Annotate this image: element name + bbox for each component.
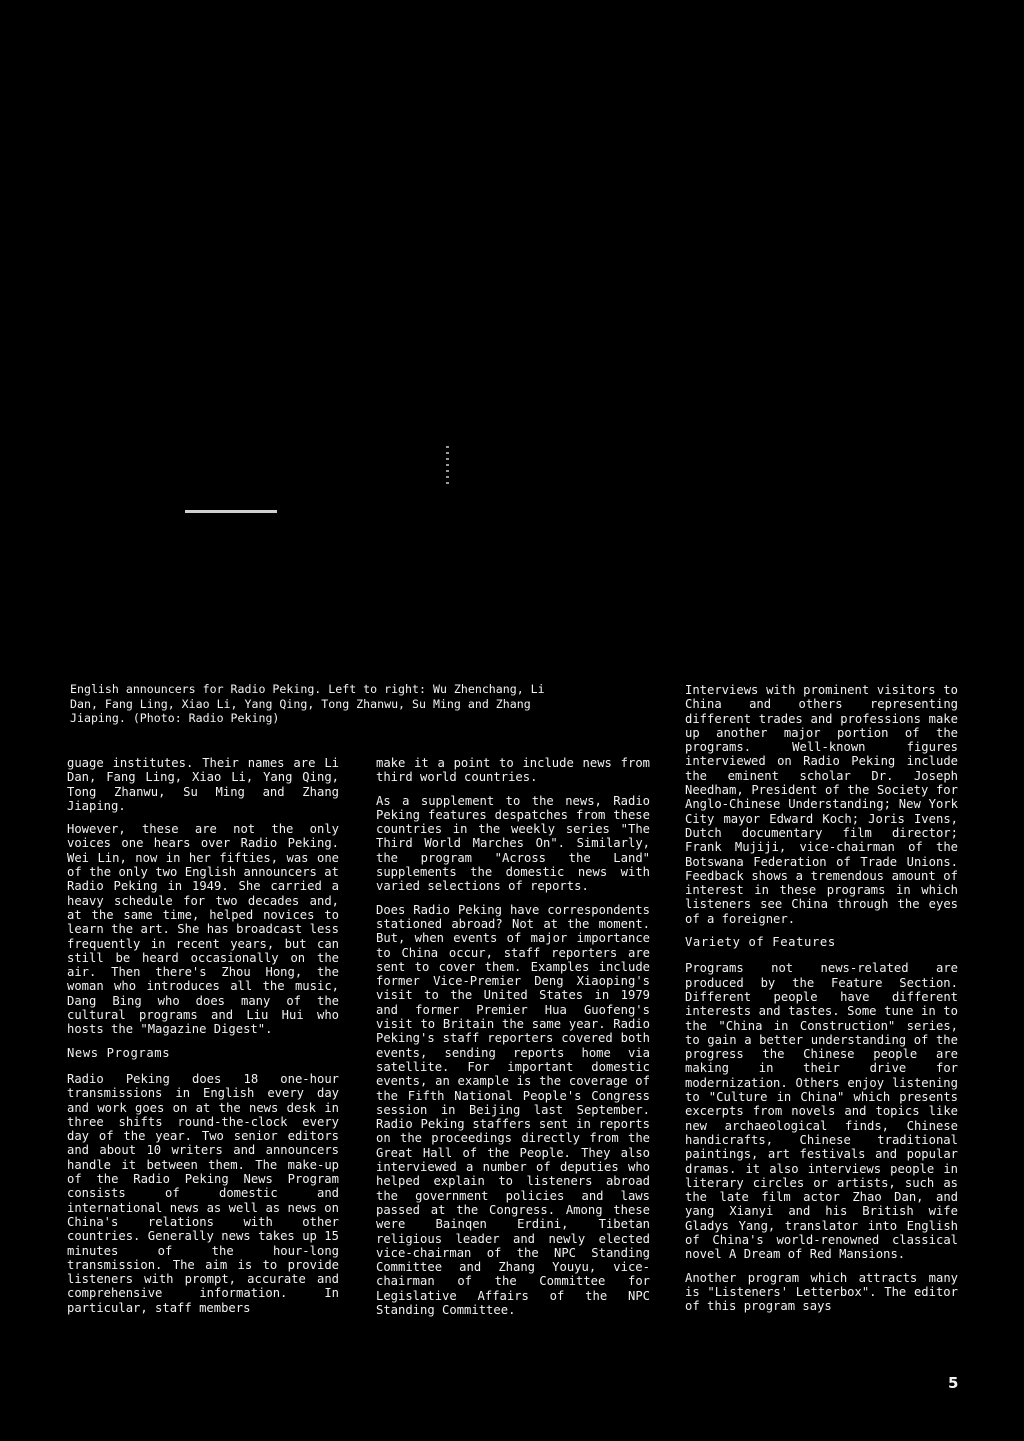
section-heading-news-programs: News Programs (67, 1045, 171, 1060)
col2-paragraph-1: make it a point to include news from third world countries. (376, 756, 650, 785)
col3-paragraph-1: Interviews with prominent visitors to China and others representing different trades and professions make up another major portion of the programs. Well-known figures interviewed on Radio Peking include the eminent scholar Dr. Joseph Needham, President of the Society for Anglo-Chinese Understanding; New York City mayor Edward Koch; Joris Ivens, Dutch documentary film director; Frank Mujiji, vice-chairman of the Botswana Federation of Trade Unions. Feedback shows a tremendous amount of interest in these programs in which listeners see China through the eyes of a foreigner. (685, 683, 958, 926)
article-column-3 (685, 683, 958, 1322)
article-column-2 (376, 756, 650, 1326)
col3-paragraph-2: Programs not news-related are produced by the Feature Section. Different people have different interests and tastes. Some tune in to the "China in Construction" series, to gain a better understanding of the progress the Chinese people are making in their drive for modernization. Others enjoy listening to "Culture in China" which presents excerpts from novels and topics like new archaeological finds, Chinese handicrafts, Chinese traditional paintings, art festivals and popular dramas. it also interviews people in literary circles or artists, such as the late film actor Zhao Dan, and yang Xianyi and his British wife Gladys Yang, translator into English of China's world-renowned classical novel A Dream of Red Mansions. (685, 961, 958, 1262)
col1-paragraph-3: Radio Peking does 18 one-hour transmissions in English every day and work goes on at the news desk in three shifts round-the-clock every day of the year. Two senior editors and about 10 writers and announcers handle it between them. The make-up of the Radio Peking News Program consists of domestic and international news as well as news on China's relations with other countries. Generally news takes up 15 minutes of the hour-long transmission. The aim is to provide listeners with prompt, accurate and comprehensive information. In particular, staff members (67, 1071, 339, 1315)
col1-paragraph-2: However, these are not the only voices one hears over Radio Peking. Wei Lin, now in her fifties, was one of the only two English announcers at Radio Peking in 1949. She carried a heavy schedule for two decades and, at the same time, helped novices to learn the art. She has broadcast less frequently in recent years, but can still be heard occasionally on the air. Then there's Zhou Hong, the woman who introduces all the music, Dang Bing who does many of the cultural programs and Liu Hui who hosts the "Magazine Digest". (67, 822, 339, 1037)
photo-detail-speck (446, 446, 449, 484)
page-number: 5 (948, 1374, 959, 1392)
article-column-1 (67, 756, 339, 1324)
photo-caption: English announcers for Radio Peking. Left to right: Wu Zhenchang, Li Dan, Fang Ling, Xiao Li, Yang Qing, Tong Zhanwu, Su Ming and Zhang Jiaping. (Photo: Radio Peking) (70, 682, 545, 726)
col2-paragraph-3: Does Radio Peking have correspondents stationed abroad? Not at the moment. But, when events of major importance to China occur, staff reporters are sent to cover them. Examples include former Vice-Premier Deng Xiaoping's visit to the United States in 1979 and former Premier Hua Guofeng's visit to Britain the same year. Radio Peking's staff reporters covered both events, sending reports home via satellite. For important domestic events, an example is the coverage of the Fifth National People's Congress session in Beijing last September. Radio Peking staffers sent in reports on the proceedings directly from the Great Hall of the People. They also interviewed a number of deputies who helped explain to listeners abroad the government policies and laws passed at the Congress. Among these were Bainqen Erdini, Tibetan religious leader and newly elected vice-chairman of the NPC Standing Committee and Zhang Youyu, vice-chairman of the Committee for Legislative Affairs of the NPC Standing Committee. (376, 902, 650, 1317)
section-heading-variety-of-features: Variety of Features (685, 935, 836, 950)
col3-paragraph-3: Another program which attracts many is "Listeners' Letterbox". The editor of this program says (685, 1270, 958, 1314)
photo-dark-area (0, 0, 1024, 670)
photo-detail-mark (185, 510, 277, 513)
col1-paragraph-1: guage institutes. Their names are Li Dan, Fang Ling, Xiao Li, Yang Qing, Tong Zhanwu, Su Ming and Zhang Jiaping. (67, 756, 339, 813)
col2-paragraph-2: As a supplement to the news, Radio Peking features despatches from these countries in the weekly series "The Third World Marches On". Similarly, the program "Across the Land" supplements the domestic news with varied selections of reports. (376, 793, 650, 894)
